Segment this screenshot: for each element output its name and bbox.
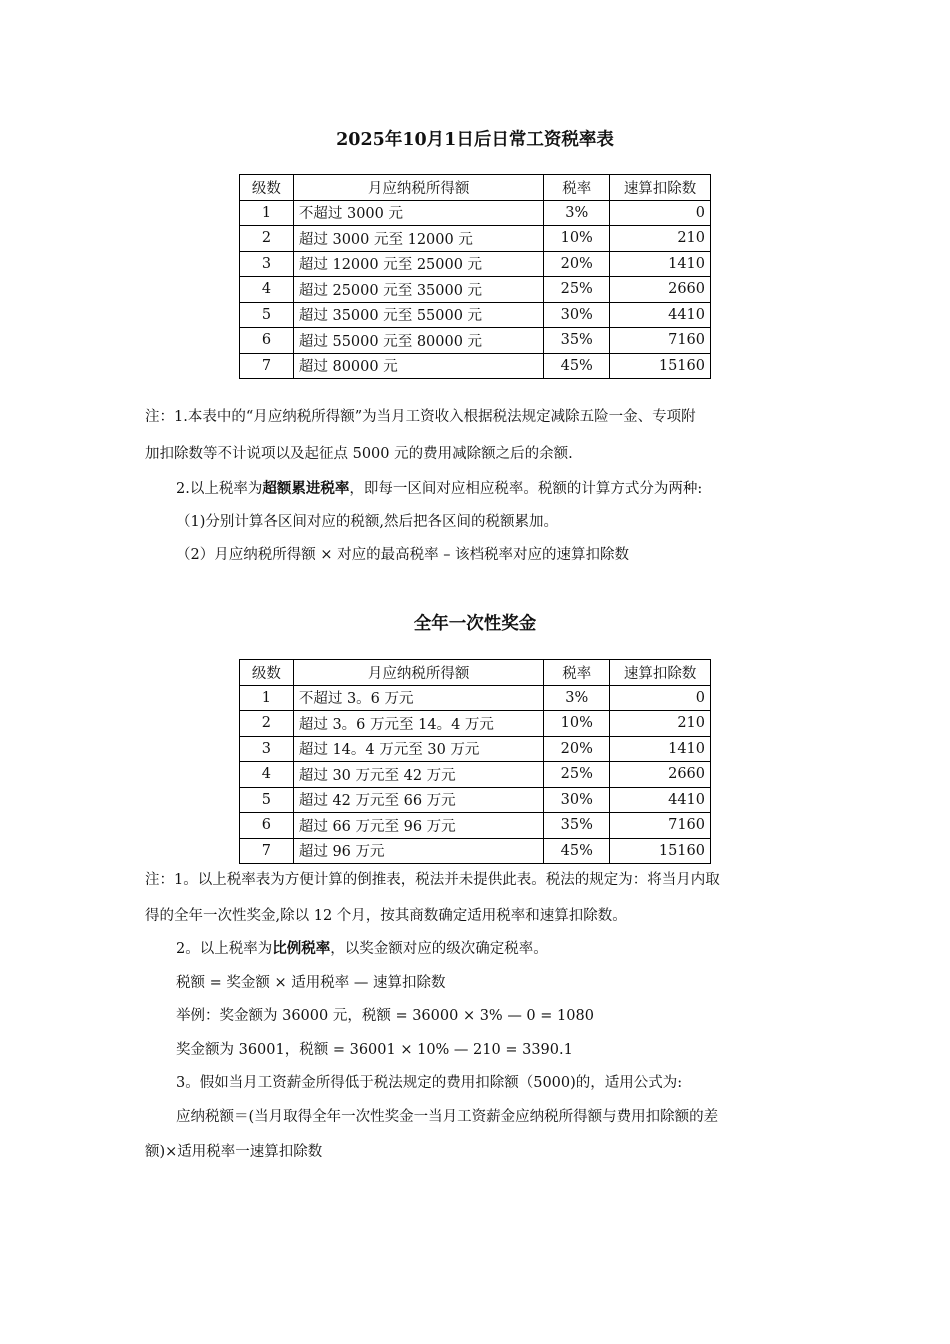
- header-level: 级数: [240, 660, 294, 686]
- note2-prefix: 2.以上税率为: [176, 481, 263, 497]
- bonus-example2: 奖金额为 36001，税额 = 36001 × 10% — 210 = 3390.1: [176, 1042, 573, 1058]
- table-row: [240, 787, 711, 813]
- cell-rate: 45%: [544, 353, 610, 379]
- note3: （1)分别计算各区间对应的税额,然后把各区间的税额累加。: [176, 514, 558, 530]
- bonus-formula: 税额 = 奖金额 × 适用税率 — 速算扣除数: [176, 975, 446, 991]
- cell-rate: 35%: [544, 328, 610, 354]
- cell-level: 3: [240, 251, 294, 277]
- bonus-note2: [176, 939, 548, 959]
- header-range: 月应纳税所得额: [293, 660, 544, 686]
- cell-range: 超过 80000 元: [293, 353, 543, 379]
- cell-range: 超过 3000 元至 12000 元: [293, 226, 543, 252]
- table-row: [240, 711, 711, 737]
- cell-deduction: 7160: [610, 328, 711, 354]
- cell-rate: 20%: [544, 251, 610, 277]
- cell-level: 7: [240, 838, 294, 864]
- header-deduction: 速算扣除数: [610, 660, 711, 686]
- cell-range: 超过 66 万元至 96 万元: [293, 813, 544, 839]
- cell-level: 5: [240, 302, 294, 328]
- cell-deduction: 210: [610, 226, 711, 252]
- bonus-note1-line2: 得的全年一次性奖金,除以 12 个月，按其商数确定适用税率和速算扣除数。: [145, 908, 627, 924]
- section2-title: 全年一次性奖金: [413, 614, 537, 634]
- bonus-note4-line1: 应纳税额＝(当月取得全年一次性奖金一当月工资薪金应纳税所得额与费用扣除额的差: [176, 1109, 719, 1125]
- table-row: [240, 813, 711, 839]
- cell-deduction: 0: [610, 200, 711, 226]
- cell-range: 超过 35000 元至 55000 元: [293, 302, 543, 328]
- table-row: [240, 685, 711, 711]
- cell-deduction: 7160: [610, 813, 711, 839]
- cell-range: 超过 12000 元至 25000 元: [293, 251, 543, 277]
- table-row: [240, 226, 711, 252]
- cell-range: 超过 14。4 万元至 30 万元: [293, 736, 544, 762]
- header-level: 级数: [240, 175, 294, 201]
- table-header-row: [240, 660, 711, 686]
- bonus-note4-line2: 额)×适用税率一速算扣除数: [145, 1144, 323, 1160]
- section1-title: 2025年10月1日后日常工资税率表: [336, 130, 614, 150]
- table-row: [240, 328, 711, 354]
- cell-deduction: 210: [610, 711, 711, 737]
- table-row: [240, 838, 711, 864]
- cell-range: 超过 55000 元至 80000 元: [293, 328, 543, 354]
- cell-level: 2: [240, 226, 294, 252]
- cell-level: 1: [240, 685, 294, 711]
- cell-range: 超过 3。6 万元至 14。4 万元: [293, 711, 544, 737]
- cell-deduction: 15160: [610, 353, 711, 379]
- note4: （2）月应纳税所得额 × 对应的最高税率 – 该档税率对应的速算扣除数: [176, 547, 630, 563]
- cell-range: 不超过 3000 元: [293, 200, 543, 226]
- cell-level: 5: [240, 787, 294, 813]
- header-rate: 税率: [544, 660, 610, 686]
- cell-range: 不超过 3。6 万元: [293, 685, 544, 711]
- monthly-tax-rate-table: [239, 174, 711, 379]
- cell-level: 4: [240, 277, 294, 303]
- cell-level: 7: [240, 353, 294, 379]
- table-row: [240, 200, 711, 226]
- cell-rate: 25%: [544, 762, 610, 788]
- cell-deduction: 2660: [610, 762, 711, 788]
- cell-deduction: 1410: [610, 251, 711, 277]
- bonus-note2-prefix: 2。以上税率为: [176, 941, 273, 957]
- cell-rate: 3%: [544, 685, 610, 711]
- cell-rate: 30%: [544, 787, 610, 813]
- annual-bonus-rate-table: [239, 659, 711, 864]
- cell-rate: 25%: [544, 277, 610, 303]
- cell-rate: 35%: [544, 813, 610, 839]
- note2: [176, 479, 702, 499]
- cell-rate: 20%: [544, 736, 610, 762]
- header-deduction: 速算扣除数: [610, 175, 711, 201]
- note2-suffix: ，即每一区间对应相应税率。税额的计算方式分为两种:: [349, 481, 703, 497]
- cell-rate: 10%: [544, 226, 610, 252]
- table-header-row: [240, 175, 711, 201]
- cell-level: 2: [240, 711, 294, 737]
- bonus-note2-emphasis: 比例税率: [272, 940, 331, 957]
- cell-range: 超过 96 万元: [293, 838, 544, 864]
- cell-rate: 30%: [544, 302, 610, 328]
- cell-range: 超过 30 万元至 42 万元: [293, 762, 544, 788]
- cell-deduction: 0: [610, 685, 711, 711]
- cell-deduction: 2660: [610, 277, 711, 303]
- cell-range: 超过 42 万元至 66 万元: [293, 787, 544, 813]
- cell-rate: 10%: [544, 711, 610, 737]
- cell-rate: 3%: [544, 200, 610, 226]
- table-row: [240, 302, 711, 328]
- note1-line2: 加扣除数等不计说项以及起征点 5000 元的费用减除额之后的余额.: [145, 446, 573, 462]
- cell-level: 1: [240, 200, 294, 226]
- note1-line1: 注：1.本表中的“月应纳税所得额”为当月工资收入根据税法规定减除五险一金、专项附: [145, 409, 696, 425]
- cell-rate: 45%: [544, 838, 610, 864]
- cell-deduction: 4410: [610, 787, 711, 813]
- table-row: [240, 277, 711, 303]
- note2-emphasis: 超额累进税率: [262, 480, 350, 497]
- cell-deduction: 15160: [610, 838, 711, 864]
- cell-level: 6: [240, 813, 294, 839]
- bonus-note1-line1: 注：1。以上税率表为方便计算的倒推表，税法并未提供此表。税法的规定为：将当月内取: [145, 872, 720, 888]
- cell-deduction: 1410: [610, 736, 711, 762]
- bonus-example1: 举例：奖金额为 36000 元，税额 = 36000 × 3% — 0 = 1080: [176, 1008, 594, 1024]
- table-row: [240, 762, 711, 788]
- bonus-note2-suffix: ，以奖金额对应的级次确定税率。: [330, 941, 548, 957]
- cell-range: 超过 25000 元至 35000 元: [293, 277, 543, 303]
- table-row: [240, 736, 711, 762]
- header-rate: 税率: [544, 175, 610, 201]
- cell-level: 3: [240, 736, 294, 762]
- cell-deduction: 4410: [610, 302, 711, 328]
- bonus-note3: 3。假如当月工资薪金所得低于税法规定的费用扣除额（5000)的，适用公式为:: [176, 1075, 683, 1091]
- table-row: [240, 353, 711, 379]
- header-range: 月应纳税所得额: [293, 175, 543, 201]
- cell-level: 4: [240, 762, 294, 788]
- cell-level: 6: [240, 328, 294, 354]
- table-row: [240, 251, 711, 277]
